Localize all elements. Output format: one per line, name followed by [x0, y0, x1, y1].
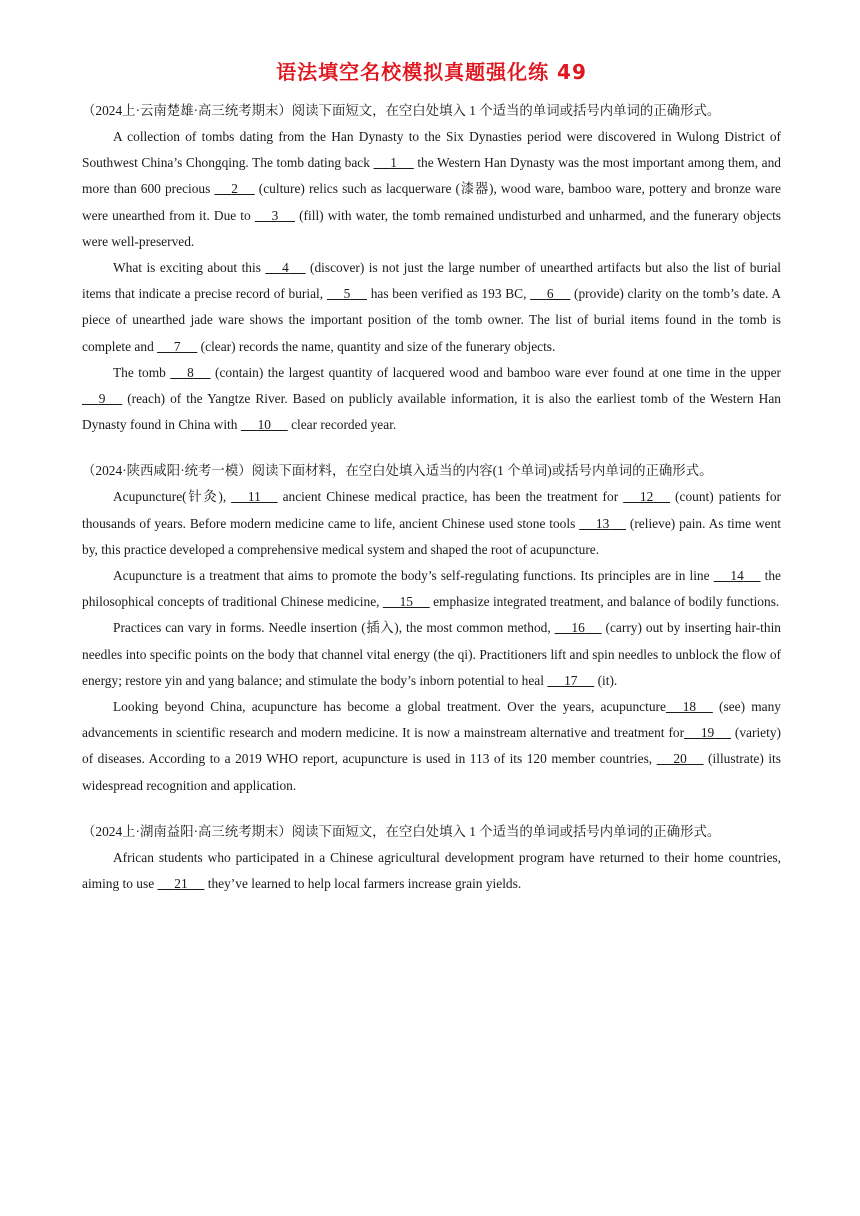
- paragraph-text: (contain) the largest quantity of lacquered wood and bamboo ware ever found at one time in the upper: [210, 364, 781, 380]
- passage-2: [82, 458, 781, 798]
- passage-instructions: （2024上·云南楚雄·高三统考期末）阅读下面短文，在空白处填入 1 个适当的单词或括号内单词的正确形式。: [82, 103, 721, 118]
- blank-number: 1: [390, 155, 397, 171]
- passage-instructions: （2024上·湖南益阳·高三统考期末）阅读下面短文，在空白处填入 1 个适当的单词或括号内单词的正确形式。: [82, 823, 721, 839]
- paragraph-text: The tomb: [113, 364, 171, 380]
- blank-number: 6: [546, 286, 554, 302]
- answer-blank[interactable]: [241, 412, 288, 438]
- blank-number: 4: [282, 260, 289, 276]
- blank-number: 9: [98, 391, 106, 407]
- paragraph-text: (clear) records the name, quantity and size of the funerary objects.: [197, 338, 556, 354]
- paragraph-text: What is exciting about this: [113, 260, 266, 276]
- passage-paragraph: [82, 360, 781, 439]
- paragraph-text: Looking beyond China, acupuncture has become a global treatment. Over the years, acupuncture: [113, 699, 666, 715]
- paragraph-text: A collection of tombs dating from the Han Dynasty to the Six Dynasties period were discovered in Wulong District of Southwest China’s Chongqing. The tomb dating back: [82, 129, 781, 171]
- passage-body: [82, 845, 781, 897]
- answer-blank[interactable]: [666, 694, 713, 720]
- passage-paragraph: [82, 484, 781, 563]
- passage-paragraph: [82, 255, 781, 360]
- answer-blank[interactable]: [623, 484, 670, 510]
- paragraph-text: Practices can vary in forms. Needle insertion (插入), the most common method,: [113, 620, 555, 636]
- paragraph-text: clear recorded year.: [287, 417, 397, 433]
- paragraph-text: (relieve) pain. As time went by, this practice developed a comprehensive medical system and shaped the root of acupuncture.: [82, 515, 781, 557]
- passage-1: [82, 98, 781, 438]
- passage-3: [82, 819, 781, 897]
- answer-blank[interactable]: [327, 281, 367, 307]
- answer-blank[interactable]: [158, 871, 205, 897]
- blank-number: 7: [173, 338, 181, 354]
- blank-number: 11: [247, 489, 261, 505]
- blank-number: 21: [174, 876, 188, 892]
- answer-blank[interactable]: [579, 511, 626, 537]
- passage-body: [82, 484, 781, 798]
- passage-paragraph: [82, 845, 781, 897]
- blank-number: 14: [730, 568, 744, 584]
- passage-paragraph: [82, 124, 781, 255]
- paragraph-text: emphasize integrated treatment, and balance of bodily functions.: [429, 594, 780, 610]
- paragraph-text: (count) patients for thousands of years. Before modern medicine came to life, ancient Chinese used stone tools: [82, 489, 781, 531]
- paragraph-text: (carry) out by inserting hair-thin needles into specific points on the body that channel vital energy (the qi). Practitioners lift and spin needles to unblock the flow of energy; restore yin and yang balance; and stimulate the body’s inborn potential to heal: [82, 620, 781, 688]
- blank-number: 3: [271, 207, 279, 223]
- blank-number: 15: [399, 594, 413, 610]
- answer-blank[interactable]: [231, 484, 277, 510]
- paragraph-text: ancient Chinese medical practice, has been the treatment for: [277, 489, 624, 505]
- paragraph-text: (culture) relics such as lacquerware (漆器), wood ware, bamboo ware, pottery and bronze ware were unearthed from it. Due to: [82, 181, 781, 223]
- blank-number: 17: [564, 672, 578, 688]
- paragraph-text: the Western Han Dynasty was the most important among them, and more than 600 precious: [82, 155, 781, 197]
- answer-blank[interactable]: [255, 203, 295, 229]
- answer-blank[interactable]: [555, 615, 602, 641]
- blank-number: 2: [231, 181, 238, 197]
- passage-paragraph: [82, 615, 781, 694]
- document-page: [82, 58, 781, 917]
- blank-number: 18: [682, 699, 697, 715]
- document-title: 语法填空名校模拟真题强化练 49: [276, 60, 587, 84]
- answer-blank[interactable]: [265, 255, 305, 281]
- answer-blank[interactable]: [214, 176, 254, 202]
- blank-number: 12: [639, 489, 654, 505]
- passage-instructions: （2024·陕西咸阳·统考一模）阅读下面材料，在空白处填入适当的内容(1 个单词)或括号内单词的正确形式。: [82, 463, 713, 479]
- paragraph-text: (variety) of diseases. According to a 2019 WHO report, acupuncture is used in 113 of its 120 member countries,: [82, 725, 781, 767]
- blank-number: 8: [187, 364, 194, 380]
- answer-blank[interactable]: [684, 720, 731, 746]
- answer-blank[interactable]: [714, 563, 761, 589]
- paragraph-text: (fill) with water, the tomb remained undisturbed and unharmed, and the funerary objects were well-preserved.: [82, 207, 782, 249]
- paragraph-text: (it).: [594, 672, 618, 688]
- answer-blank[interactable]: [657, 746, 704, 772]
- blank-number: 13: [595, 515, 610, 531]
- paragraph-text: has been verified as 193 BC,: [367, 286, 531, 302]
- answer-blank[interactable]: [547, 668, 594, 694]
- paragraph-text: Acupuncture(针灸),: [113, 489, 232, 505]
- passage-paragraph: [82, 694, 781, 799]
- paragraph-text: they’ve learned to help local farmers increase grain yields.: [204, 876, 522, 892]
- blank-number: 20: [673, 751, 687, 767]
- paragraph-text: (discover) is not just the large number of unearthed artifacts but also the list of burial items that indicate a precise record of burial,: [82, 260, 781, 302]
- answer-blank[interactable]: [383, 589, 430, 615]
- blank-number: 19: [700, 725, 715, 741]
- answer-blank[interactable]: [170, 360, 210, 386]
- paragraph-text: (illustrate) its widespread recognition and application.: [82, 751, 781, 793]
- paragraph-text: African students who participated in a Chinese agricultural development program have returned to their home countries, aiming to use: [82, 849, 781, 892]
- paragraph-text: the philosophical concepts of traditional Chinese medicine,: [82, 568, 781, 610]
- answer-blank[interactable]: [530, 281, 570, 307]
- paragraph-text: (see) many advancements in scientific research and modern medicine. It is now a mainstream alternative and treatment for: [82, 699, 781, 741]
- answer-blank[interactable]: [374, 150, 414, 176]
- passage-body: [82, 124, 781, 438]
- answer-blank[interactable]: [157, 334, 197, 360]
- blank-number: 5: [343, 286, 351, 302]
- paragraph-text: Acupuncture is a treatment that aims to promote the body’s self-regulating functions. Its principles are in line: [113, 568, 714, 584]
- blank-number: 16: [571, 620, 585, 636]
- paragraph-text: (reach) of the Yangtze River. Based on publicly available information, it is also the earliest tomb of the Western Han Dynasty found in China with: [82, 391, 781, 433]
- blank-number: 10: [257, 417, 271, 433]
- paragraph-text: (provide) clarity on the tomb’s date. A piece of unearthed jade ware shows the important position of the tomb owner. The list of burial items found in the tomb is complete and: [82, 286, 782, 354]
- answer-blank[interactable]: [82, 386, 122, 412]
- passage-paragraph: [82, 563, 781, 615]
